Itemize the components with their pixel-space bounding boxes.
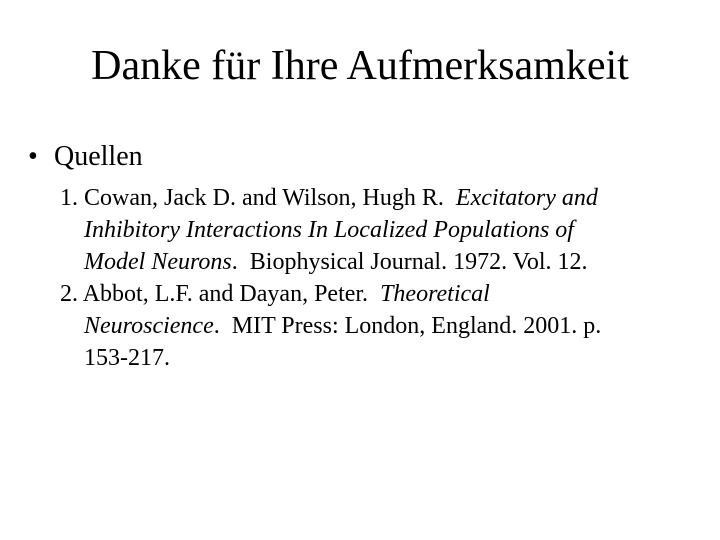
- reference-1-line-2: [60, 214, 710, 246]
- reference-1-number: 1.: [60, 185, 78, 211]
- reference-1-title-part-2: Inhibitory Interactions In Localized Populations of: [84, 217, 574, 243]
- bullet-sources: [28, 138, 143, 176]
- reference-2-title-part-1: Theoretical: [380, 281, 490, 307]
- reference-2-line-3: [60, 342, 710, 374]
- reference-2-line-1: [60, 278, 710, 310]
- reference-2-source-part-2: 153-217.: [84, 345, 170, 371]
- reference-2-source-part-1: MIT Press: London, England. 2001. p.: [231, 313, 602, 339]
- bullet-marker: •: [28, 141, 38, 172]
- bullet-label: Quellen: [54, 141, 143, 172]
- reference-1-title-part-1: Excitatory and: [455, 185, 598, 211]
- reference-1-line-1: [60, 182, 710, 214]
- reference-2-line-2: Neuroscience. MIT Press: London, England. 2001. p.: [84, 313, 602, 339]
- reference-2-authors: Abbot, L.F. and Dayan, Peter.: [82, 281, 369, 307]
- reference-1-source: Biophysical Journal. 1972. Vol. 12.: [249, 249, 588, 275]
- reference-item-2: [60, 278, 710, 374]
- reference-1-line-3: Model Neurons. Biophysical Journal. 1972. Vol. 12.: [84, 249, 588, 275]
- reference-item-1: [60, 182, 710, 278]
- reference-2-number: 2.: [60, 281, 78, 307]
- reference-1-title-part-3: Model Neurons: [84, 249, 232, 275]
- slide-title: Danke für Ihre Aufmerksamkeit: [91, 43, 629, 89]
- reference-1-authors: Cowan, Jack D. and Wilson, Hugh R.: [84, 185, 444, 211]
- reference-list: [60, 182, 710, 374]
- reference-2-title-part-2: Neuroscience: [84, 313, 214, 339]
